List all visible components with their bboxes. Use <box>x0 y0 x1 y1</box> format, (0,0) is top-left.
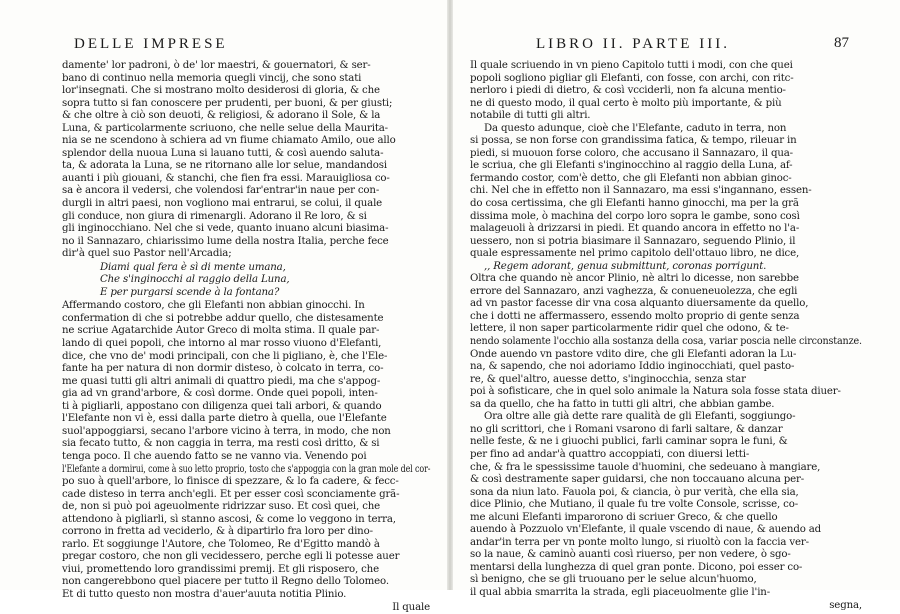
text-line: po suo à quell'arbore, lo finisce di spezzare, & lo fa cadere, & fecc- <box>62 476 399 488</box>
text-line: so la naue, & caminò auanti così riuerso, per non vedere, ò sgo- <box>470 549 791 561</box>
right-paragraph-4 <box>470 411 862 599</box>
text-line: & che oltre à ciò son deuoti, & religiosi, & adorano il Sole, & la <box>62 110 381 122</box>
text-line: bano di continuo nella memoria quegli vincij, che sono stati <box>62 72 362 84</box>
text-line: Et di tutto questo non mostra d'auer'auuta notitia Plinio. <box>62 588 347 600</box>
right-running-head: LIBRO II. PARTE III. <box>536 36 730 52</box>
left-running-head: DELLE IMPRESE <box>74 36 228 52</box>
text-line: & così destramente saper guidarsi, che non toccauano alcuna per- <box>470 474 805 486</box>
text-line: fante ha per natura di non dormir disteso, ò colcato in terra, co- <box>62 363 384 375</box>
text-line: Luna, & particolarmente scriuono, che nelle selue della Maurita- <box>62 122 388 134</box>
text-line: rarlo. Et soggiunge l'Autore, che Tolomeo, Re d'Egitto mandò à <box>62 538 380 550</box>
text-line: gli inginocchiano. Nel che si vede, quanto inuano alcuni biasima- <box>62 223 389 235</box>
text-line: nendo solamente l'occhio alla sostanza della cosa, variar poscia nelle circonstanze. <box>470 336 862 348</box>
left-page-body <box>62 60 430 614</box>
text-line: me alcuni Elefanti imparorono di scriuer Greco, & che quello <box>470 511 778 523</box>
text-line: Da questo adunque, cioè che l'Elefante, caduto in terra, non <box>484 122 787 134</box>
text-line: che, & fra le spessissime tauole d'huomini, che sedeuano à mangiare, <box>470 461 821 473</box>
verse-line: Diami qual fera è sì di mente umana, <box>100 261 286 273</box>
text-line: andar'in terra per vn ponte molto lungo, si riuoltò con la faccia ver- <box>470 536 809 548</box>
text-line: malageuoli à drizzarsi in piedi. Et quando ancora in effetto no l'a- <box>470 223 800 235</box>
text-line: lettere, il non saper particolarmente ridir quel che odono, & te- <box>470 323 789 335</box>
text-line: dice, che vno de' modi principali, con che li pigliano, è, che l'Ele- <box>62 350 388 362</box>
text-line: si possa, se non forse con grandissima fatica, & tempo, rileuar in <box>470 135 797 147</box>
text-line: auanti i più giouani, & stanchi, che fien fra essi. Marauigliosa co- <box>62 172 390 184</box>
text-line: Oltra che quando nè ancor Plinio, nè altri lo dicesse, non sarebbe <box>470 273 799 285</box>
text-line: na, & sapendo, che noi adoriamo Iddio inginocchiati, quel pasto- <box>470 361 795 373</box>
text-line: errore del Sannazaro, anzi vaghezza, & conueneuolezza, che egli <box>470 285 798 297</box>
text-line: lor'insegnati. Che si mostrano molto desiderosi di gloria, & che <box>62 85 380 97</box>
text-line: splendor della nuoua Luna si lauano tutti, & così auendo saluta- <box>62 147 384 159</box>
text-line: fermando costor, com'è detto, che gli Elefanti non abbian ginoc- <box>470 172 792 184</box>
text-line: Affermando costoro, che gli Elefanti non abbian ginocchi. In <box>62 300 365 312</box>
text-line: damente' lor padroni, ò de' lor maestri, & gouernatori, & ser- <box>62 60 371 71</box>
text-line: sona da niun lato. Fauola poi, & ciancia, ò pur verità, che ella sia, <box>470 486 799 498</box>
text-line: Il quale scriuendo in vn pieno Capitolo tutti i modi, con che quei <box>470 60 793 71</box>
text-line: per fino ad andar'à quattro accoppiati, con diuersi letti- <box>470 448 750 460</box>
text-line: de, non si può poi ageuolmente ridrizzar suso. Et così quei, che <box>62 501 381 513</box>
right-catchword: segna, <box>829 599 862 611</box>
text-line: Onde auendo vn pastore vdito dire, che gli Elefanti adoran la Lu- <box>470 348 797 360</box>
text-line: l'Elefante non vi è, essi dalla parte dietro à quella, oue l'Elefante <box>62 413 387 425</box>
left-verse-block <box>62 262 430 300</box>
text-line: ne di questo modo, il qual certo è molto più importante, & più <box>470 97 782 109</box>
text-line: notabile di tutti gli altri. <box>470 110 591 122</box>
text-line: no il Sannazaro, chiarissimo lume della nostra Italia, perche fece <box>62 235 389 247</box>
text-line: tenga poco. Il che auendo fatto se ne vanno via. Venendo poi <box>62 450 367 462</box>
text-line: uessero, non si potria biasimare il Sannazaro, seguendo Plinio, il <box>470 235 796 247</box>
text-line: pregar costoro, che non gli vecidessero, perche egli li potesse auer <box>62 551 400 563</box>
text-line: popoli sogliono pigliar gli Elefanti, con fosse, con archi, con ritc- <box>470 72 794 84</box>
text-line: poi à sofisticare, che in quel solo animale la Natura sola fosse stata diuer- <box>470 386 841 398</box>
text-line: lando di quei popoli, che intorno al mar rosso viuono d'Elefanti, <box>62 338 382 350</box>
text-line: sì benigno, che se gli truouano per le selue alcun'huomo, <box>470 574 757 586</box>
text-line: suol'appoggiarsi, secano l'arbore vicino à terra, in modo, che non <box>62 425 391 437</box>
text-line: ad vn pastor facesse dir vna cosa alquanto diuersamente da quello, <box>470 298 809 310</box>
text-line: durgli in altri paesi, non vogliono mai entrarui, se colui, il quale <box>62 198 383 210</box>
text-line: gia ad vn grand'arbore, & così dorme. Onde quei popoli, inten- <box>62 388 378 400</box>
text-line: le scriua, che gli Elefanti s'inginocchino al raggio della Luna, af- <box>470 160 793 172</box>
text-line: cade disteso in terra anch'egli. Et per esser così sconciamente grã- <box>62 488 400 500</box>
text-line: dice Plinio, che Mutiano, il quale fu tre volte Console, scrisse, co- <box>470 499 798 511</box>
text-line: sa è ancora il vedersi, che volendosi far'entrar'in naue per con- <box>62 185 380 197</box>
right-latin-quote: ,, Regem adorant, genua submittunt, coronas porrigunt. <box>484 260 767 272</box>
right-paragraph-3 <box>470 273 862 411</box>
text-line: ta, & adorata la Luna, se ne ritornano alle lor selue, mandandosi <box>62 160 387 172</box>
text-line: ti à pigliarli, appostano con diligenza quei tali arbori, & quando <box>62 400 382 412</box>
left-paragraph-1 <box>62 60 430 261</box>
text-line: viui, promettendo loro grandissimi premij. Et gli risposero, che <box>62 563 379 575</box>
text-line: quale espressamente nel primo capitolo dell'ottauo libro, ne dice, <box>470 248 800 260</box>
text-line: sia fecato tutto, & non caggia in terra, ma resti così dritto, & si <box>62 438 380 450</box>
left-paragraph-2 <box>62 300 430 601</box>
text-line: dir'à quel suo Pastor nell'Arcadia; <box>62 248 232 260</box>
right-page-body <box>470 60 862 612</box>
text-line: nelle feste, & ne i giuochi publici, farli caminar sopra le funi, & <box>470 436 788 448</box>
text-line: corrono in fretta ad veciderlo, & à dipartirlo fra loro per dino- <box>62 526 373 538</box>
text-line: confermation di che si potrebbe addur quello, che distesamente <box>62 312 384 324</box>
text-line: non cangerebbono quel piacere per tutto il Regno dello Tolomeo. <box>62 576 389 588</box>
text-line: mentarsi della lunghezza di quel gran ponte. Dicono, poi esser co- <box>470 561 803 573</box>
right-page-number: 87 <box>834 35 849 51</box>
text-line: do cosa certissima, che gli Elefanti hanno ginocchi, ma per la grã <box>470 198 799 210</box>
text-line: il qual abbia smarrita la strada, egli piaceuolmente glie l'in- <box>470 586 771 598</box>
text-line: no gli scrittori, che i Romani vsarono di farli saltare, & danzar <box>470 423 783 435</box>
text-line: piedi, si muouon forse coloro, che accusano il Sannazaro, il qua- <box>470 147 793 159</box>
text-line: attendono à pigliarli, sì stanno ascosi, & come lo veggono in terra, <box>62 513 396 525</box>
text-line: dissima mole, ò machina del corpo loro sopra le gambe, sono così <box>470 210 800 222</box>
text-line: gli conduce, non giura di rimenargli. Adorano il Re loro, & si <box>62 210 367 222</box>
text-line: l'Elefante a dormirui, come à suo letto proprio, tosto che s'appoggia con la gran mole del cor- <box>62 463 431 475</box>
text-line: ne scriue Agatarchide Autor Greco di molta stima. Il quale par- <box>62 325 380 337</box>
text-line: nia se ne scendono à schiera ad vn fiume chiamato Amilo, oue allo <box>62 135 396 147</box>
left-catchword: Il quale <box>392 601 430 613</box>
verse-line: E per purgarsi scende à la fontana? <box>100 286 280 298</box>
text-line: chi. Nel che in effetto non il Sannazaro, ma essi s'ingannano, essen- <box>470 185 812 197</box>
text-line: me quasi tutti gli altri animali di quattro piedi, ma che s'appog- <box>62 375 381 387</box>
text-line: re, & quel'altro, auesse detto, s'inginocchia, senza star <box>470 373 746 385</box>
right-paragraph-2 <box>470 123 862 261</box>
right-paragraph-1 <box>470 60 862 123</box>
text-line: sa da quello, che ha fatto in tutti gli altri, che abbian gambe. <box>470 398 775 410</box>
text-line: auendo à Pozzuolo vn'Elefante, il quale vscendo di naue, & auendo ad <box>470 524 822 536</box>
gutter <box>447 0 453 590</box>
text-line: sopra tutto si fan conoscere per prudenti, per buoni, & per giusti; <box>62 97 393 109</box>
text-line: Ora oltre alle già dette rare qualità de gli Elefanti, soggiungo- <box>484 411 796 423</box>
verse-line: Che s'inginocchi al raggio della Luna, <box>100 274 290 286</box>
text-line: che i dotti ne affermassero, essendo molto proprio di gente senza <box>470 310 800 322</box>
text-line: nerloro i piedi di dietro, & così vcciderli, non fa alcuna mentio- <box>470 85 786 97</box>
